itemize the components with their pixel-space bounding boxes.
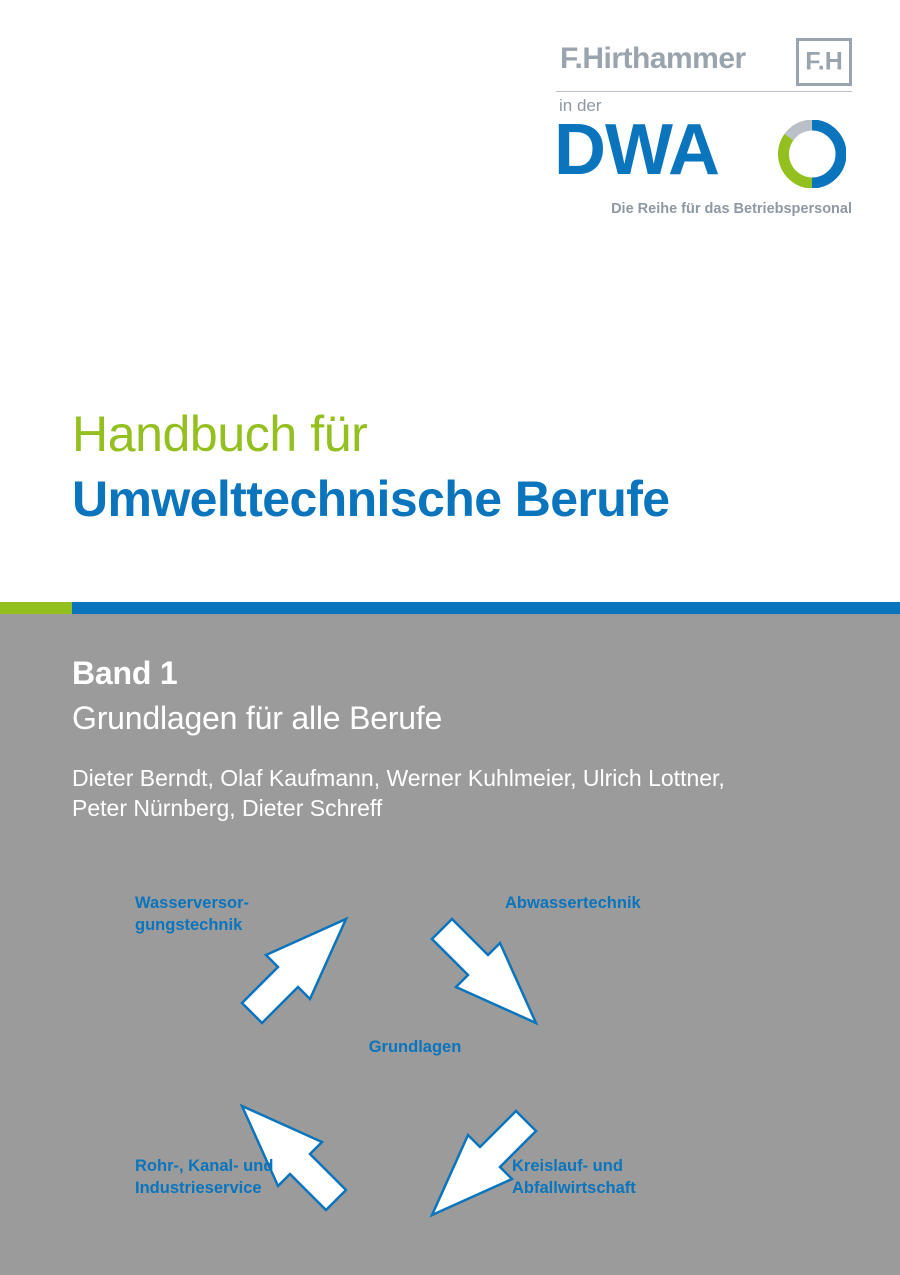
cover-title-line1: Handbuch für xyxy=(72,406,368,462)
author-list xyxy=(72,763,862,823)
cycle-label-kreislauf-line2: Abfallwirtschaft xyxy=(512,1179,636,1197)
publisher-logo-block xyxy=(556,38,852,226)
logo-divider xyxy=(556,91,852,92)
cycle-label-rohrkanal xyxy=(135,1155,320,1199)
hirthammer-logo xyxy=(556,38,852,86)
author-line-2: Peter Nürnberg, Dieter Schreff xyxy=(72,795,383,821)
cycle-label-wasserversorgung-line1: Wasserversor- xyxy=(135,894,250,912)
volume-subtitle: Grundlagen für alle Berufe xyxy=(72,700,443,736)
cycle-label-rohrkanal-line2: Industrieservice xyxy=(135,1179,262,1197)
cycle-label-grundlagen: Grundlagen xyxy=(368,1038,462,1056)
cycle-label-abwassertechnik: Abwassertechnik xyxy=(505,894,641,912)
cycle-label-wasserversorgung xyxy=(135,892,310,936)
hirthammer-wordmark: F.Hirthammer xyxy=(560,42,746,75)
cycle-label-kreislauf xyxy=(512,1155,742,1199)
cover-title-line2: Umwelttechnische Berufe xyxy=(72,471,670,527)
cycle-label-rohrkanal-line1: Rohr-, Kanal- und xyxy=(135,1157,274,1175)
accent-bar-blue xyxy=(72,602,900,614)
cycle-label-wasserversorgung-line2: gungstechnik xyxy=(135,916,243,934)
dwa-ring-icon xyxy=(778,120,846,188)
accent-bar-green xyxy=(0,602,72,614)
volume-number: Band 1 xyxy=(72,655,178,691)
in-der-label: in der xyxy=(559,96,602,115)
hirthammer-monogram-text: F.H xyxy=(805,47,843,76)
dwa-logo xyxy=(554,110,852,198)
hirthammer-monogram-icon xyxy=(796,38,852,86)
cycle-label-kreislauf-line1: Kreislauf- und xyxy=(512,1157,623,1175)
author-line-1: Dieter Berndt, Olaf Kaufmann, Werner Kuhlmeier, Ulrich Lottner, xyxy=(72,765,725,791)
series-tagline: Die Reihe für das Betriebspersonal xyxy=(611,201,852,217)
dwa-wordmark: DWA xyxy=(554,110,719,190)
cycle-diagram xyxy=(120,870,740,1230)
